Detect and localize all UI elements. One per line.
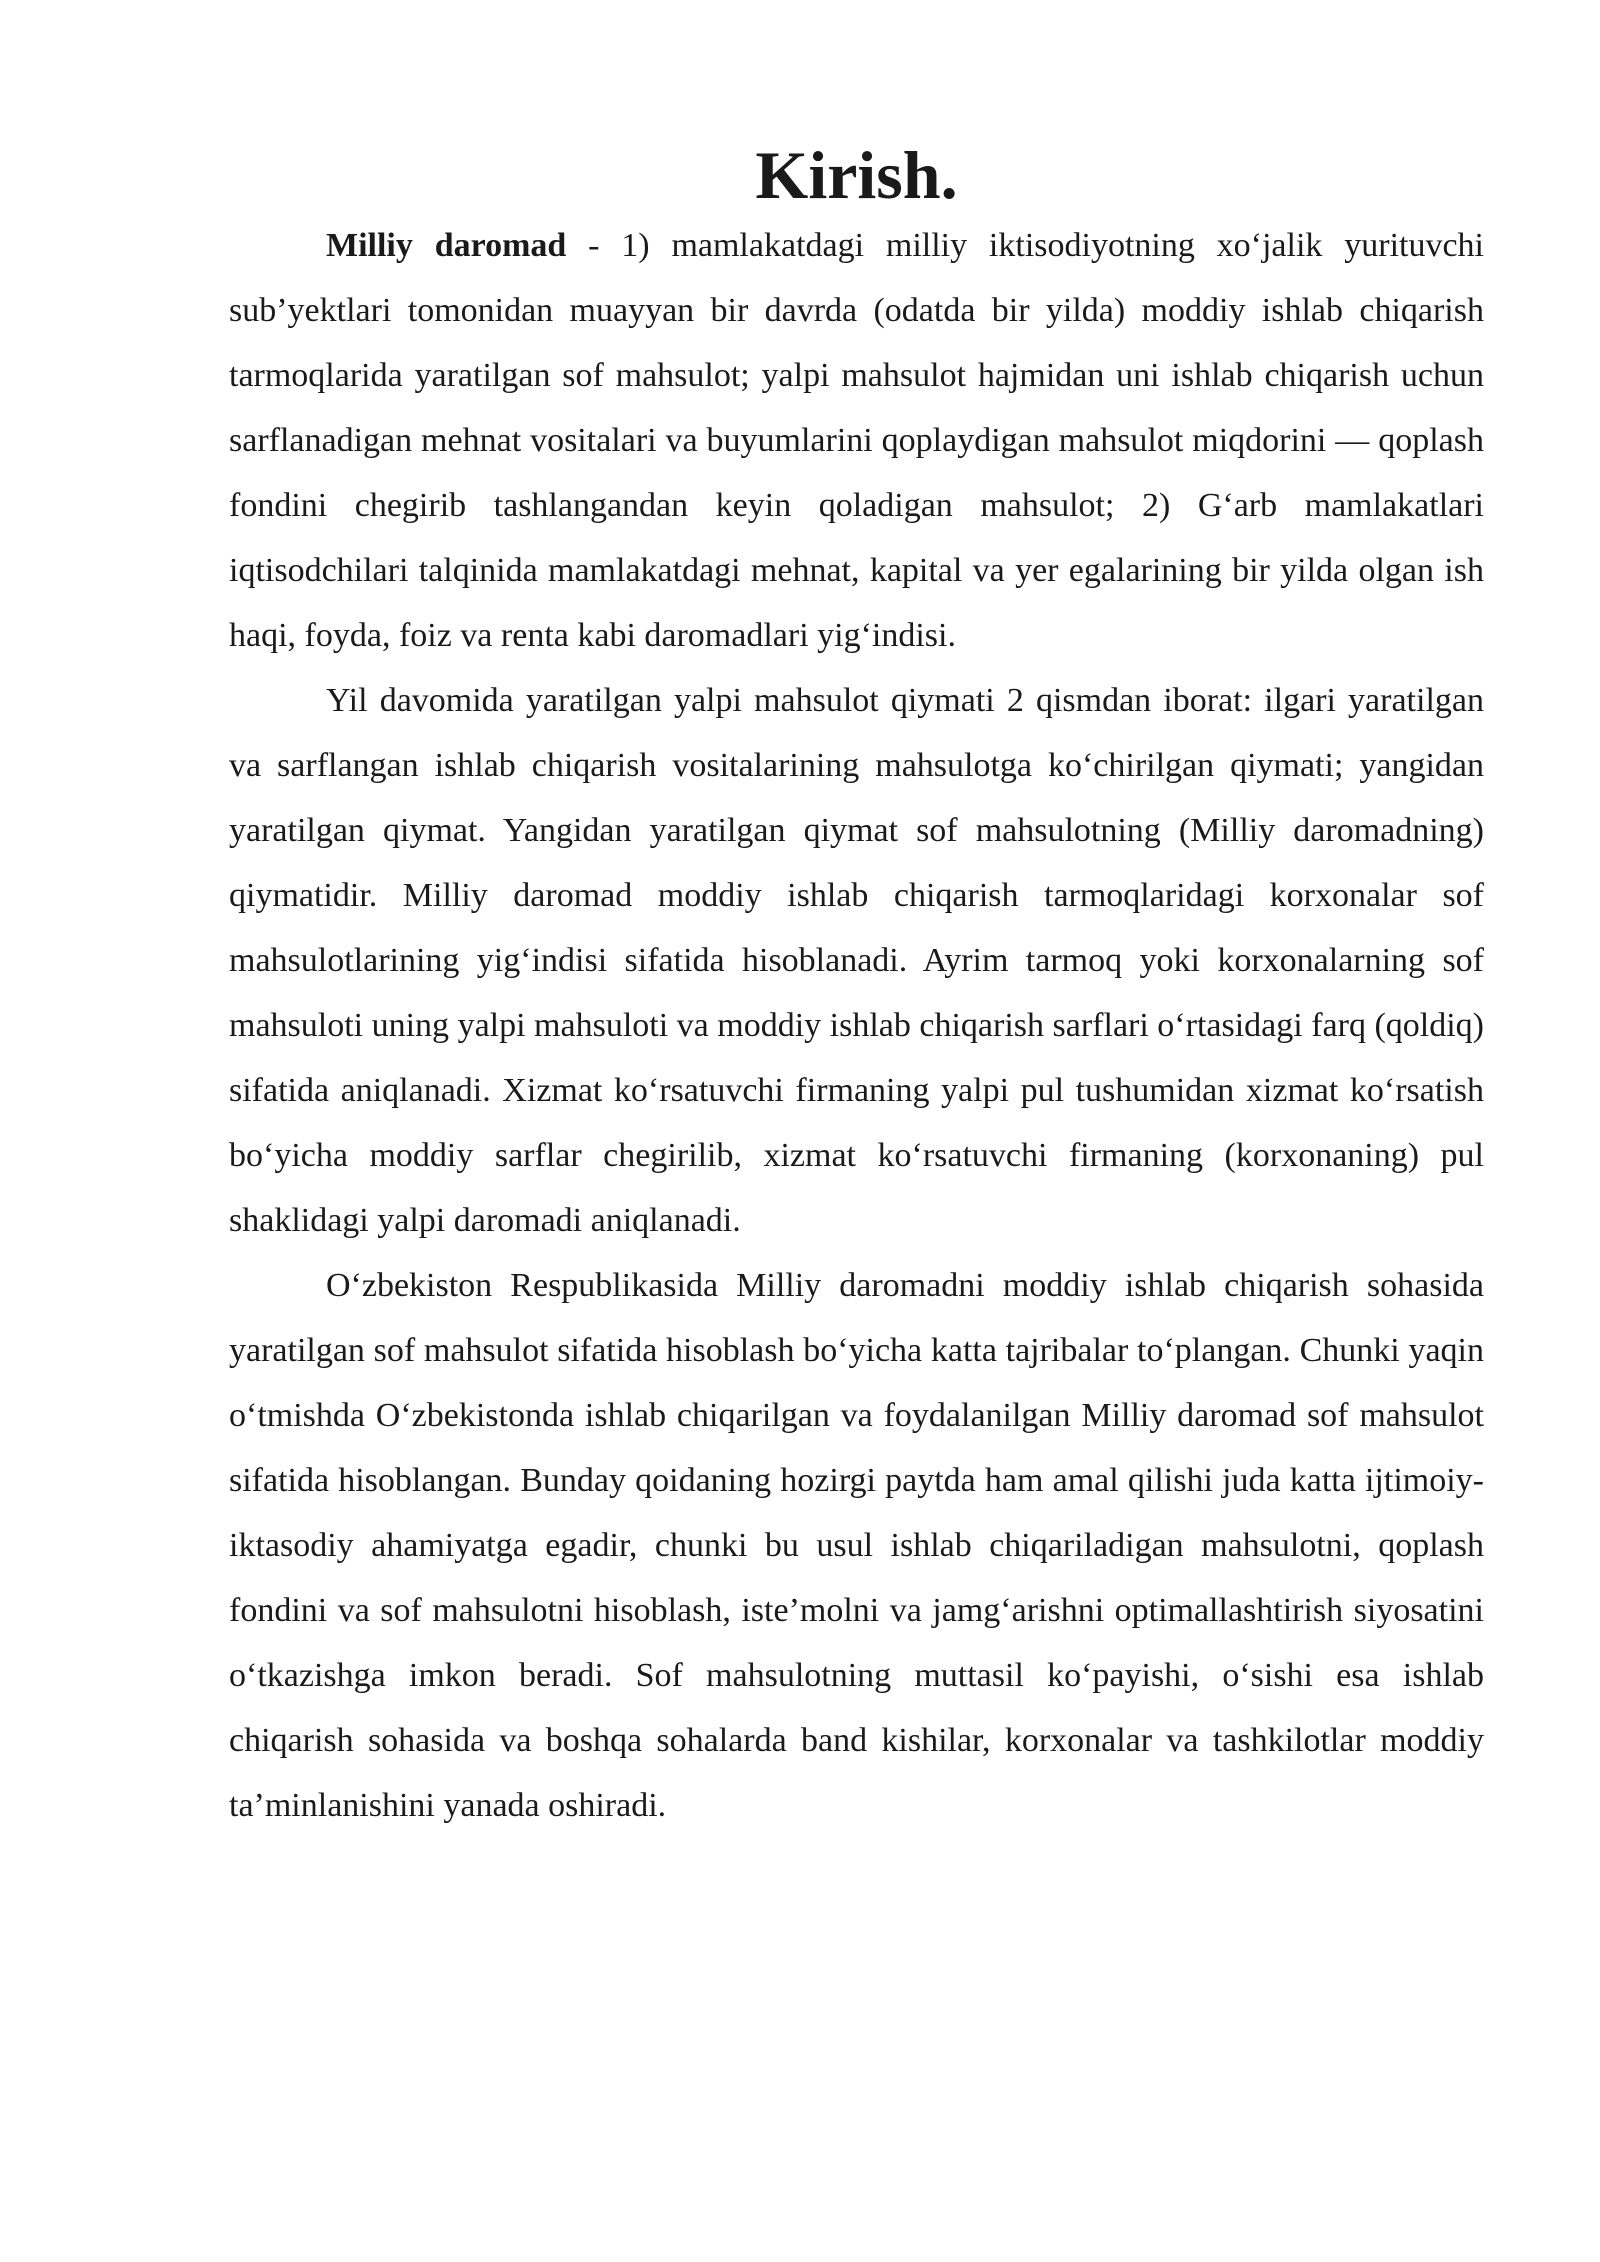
paragraph-uzbekistan: O‘zbekiston Respublikasida Milliy daromadni moddiy ishlab chiqarish sohasida yaratilgan sof mahsulot sifatida hisoblash bo‘yicha katta tajribalar to‘plangan. Chunki yaqin o‘tmishda O‘zbekistonda ishlab chiqarilgan va foydalanilgan Milliy daromad sof mahsulot sifatida hisoblangan. Bunday qoidaning hozirgi paytda ham amal qilishi juda katta ijtimoiy-iktasodiy ahamiyatga egadir, chunki bu usul ishlab chiqariladigan mahsulotni, qoplash fondini va sof mahsulotni hisoblash, iste’molni va jamg‘arishni optimallashtirish siyosatini o‘tkazishga imkon beradi. Sof mahsulotning muttasil ko‘payishi, o‘sishi esa ishlab chiqarish sohasida va boshqa sohalarda band kishilar, korxonalar va tashkilotlar moddiy ta’minlanishini yanada oshiradi. [229, 1267, 1484, 1824]
definition-text: - 1) mamlakatdagi milliy iktisodiyotning xo‘jalik yurituvchi sub’yektlari tomonidan muayyan bir davrda (odatda bir yilda) moddiy ishlab chiqarish tarmoqlarida yaratilgan sof mahsulot; yalpi mahsulot hajmidan uni ishlab chiqarish uchun sarflanadigan mehnat vositalari va buyumlarini qoplaydigan mahsulot miqdorini — qoplash fondini chegirib tashlangandan keyin qoladigan mahsulot; 2) G‘arb mamlakatlari iqtisodchilari talqinida mamlakatdagi mehnat, kapital va yer egalarining bir yilda olgan ish haqi, foyda, foiz va renta kabi daromadlari yig‘indisi. [229, 227, 1484, 654]
page-title: Kirish. [755, 137, 958, 213]
document-body [229, 137, 1484, 1838]
paragraph-definition [229, 213, 1484, 668]
paragraph-gross-product: Yil davomida yaratilgan yalpi mahsulot qiymati 2 qismdan iborat: ilgari yaratilgan va sarflangan ishlab chiqarish vositalarining mahsulotga ko‘chirilgan qiymati; yangidan yaratilgan qiymat. Yangidan yaratilgan qiymat sof mahsulotning (Milliy daromadning) qiymatidir. Milliy daromad moddiy ishlab chiqarish tarmoqlaridagi korxonalar sof mahsulotlarining yig‘indisi sifatida hisoblanadi. Ayrim tarmoq yoki korxonalarning sof mahsuloti uning yalpi mahsuloti va moddiy ishlab chiqarish sarflari o‘rtasidagi farq (qoldiq) sifatida aniqlanadi. Xizmat ko‘rsatuvchi firmaning yalpi pul tushumidan xizmat ko‘rsatish bo‘yicha moddiy sarflar chegirilib, xizmat ko‘rsatuvchi firmaning (korxonaning) pul shaklidagi yalpi daromadi aniqlanadi. [229, 682, 1484, 1239]
defined-term: Milliy daromad [326, 227, 567, 264]
